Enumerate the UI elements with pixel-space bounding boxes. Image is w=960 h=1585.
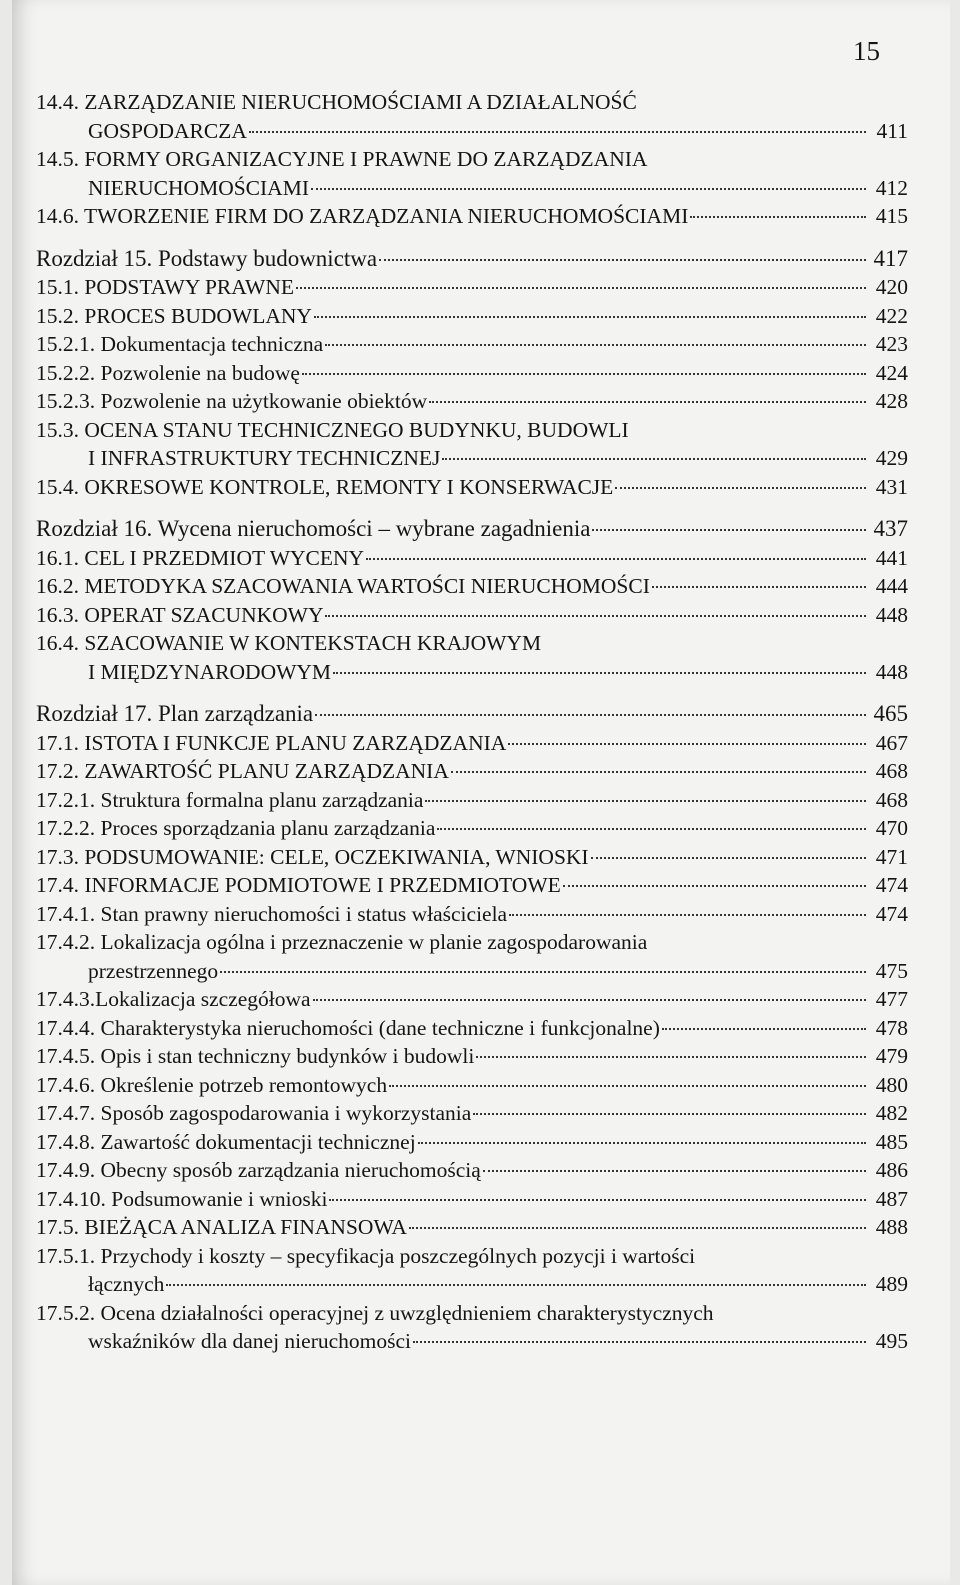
toc-entry: [36, 1042, 908, 1071]
toc-entry-title: 15.4. OKRESOWE KONTROLE, REMONTY I KONSERWACJE: [36, 474, 614, 499]
toc-entry-line: [36, 1156, 908, 1185]
toc-entry: [36, 273, 908, 302]
toc-entry-line: [36, 957, 908, 986]
toc-entry: [36, 202, 908, 231]
toc-entry-title: 17.4.1. Stan prawny nieruchomości i status właściciela: [36, 901, 508, 926]
toc-entry-page: 422: [875, 303, 908, 328]
toc-entry-page: 474: [875, 901, 908, 926]
toc-entry-line: [36, 174, 908, 203]
toc-entry-title: 17.5.2. Ocena działalności operacyjnej z uwzględnieniem charakterystycznych: [36, 1300, 714, 1325]
dot-leader: [389, 1085, 866, 1087]
dot-leader: [315, 714, 866, 716]
toc-entry-line: [36, 515, 908, 544]
dot-leader: [690, 216, 866, 218]
dot-leader: [314, 316, 866, 318]
toc-entry-line: [36, 387, 908, 416]
toc-entry-line: [36, 88, 908, 117]
toc-entry-title: 17.4.4. Charakterystyka nieruchomości (dane techniczne i funkcjonalne): [36, 1015, 660, 1040]
dot-leader: [442, 458, 866, 460]
toc-entry-line: [36, 1099, 908, 1128]
toc-entry-line: [36, 1042, 908, 1071]
toc-entry-title: 15.2.1. Dokumentacja techniczna: [36, 332, 324, 356]
toc-entry-line: [36, 444, 908, 473]
toc-entry: [36, 1242, 908, 1299]
toc-entry-title: 17.2.2. Proces sporządzania planu zarządzania: [36, 816, 436, 840]
dot-leader: [325, 615, 866, 617]
toc-entry-title: łącznych: [88, 1272, 165, 1296]
toc-entry-page: 448: [875, 602, 908, 627]
toc-entry-page: 485: [875, 1129, 908, 1154]
toc-entry-title: Rozdział 15. Podstawy budownictwa: [36, 245, 378, 271]
toc-entry-line: [36, 629, 908, 658]
toc-entry-title: 17.4.5. Opis i stan techniczny budynków i budowli: [36, 1044, 475, 1068]
toc-entry-line: [36, 814, 908, 843]
toc-entry-line: [36, 601, 908, 630]
toc-entry: [36, 985, 908, 1014]
toc-entry-line: [36, 117, 908, 146]
toc-entry: [36, 843, 908, 872]
toc-entry-line: [36, 1299, 908, 1328]
toc-entry-page: 428: [875, 389, 908, 413]
page-number: 15: [853, 36, 880, 66]
toc-entry: [36, 359, 908, 388]
toc-entry-page: 495: [875, 1329, 908, 1353]
toc-entry-line: [36, 729, 908, 758]
toc-entry-line: [36, 1213, 908, 1242]
toc-entry-title: 15.2.3. Pozwolenie na użytkowanie obiektów: [36, 389, 428, 413]
toc-entry: [36, 1185, 908, 1214]
toc-entry: [36, 145, 908, 202]
toc-entry-page: 489: [875, 1272, 908, 1296]
toc-entry-page: 431: [875, 474, 908, 499]
toc-entry: [36, 629, 908, 686]
toc-entry-page: 448: [875, 659, 908, 684]
dot-leader: [313, 999, 866, 1001]
dot-leader: [220, 971, 866, 973]
toc-entry-line: [36, 1327, 908, 1356]
toc-entry-line: [36, 145, 908, 174]
toc-entry-page: 471: [875, 844, 908, 869]
toc-entry: [36, 1099, 908, 1128]
dot-leader: [483, 1170, 866, 1172]
toc-entry-page: 429: [875, 446, 908, 470]
toc-entry: [36, 757, 908, 786]
toc-entry-line: [36, 416, 908, 445]
toc-entry-title: 17.4.2. Lokalizacja ogólna i przeznaczenie w planie zagospodarowania: [36, 930, 648, 954]
toc-entry-page: 423: [875, 332, 908, 356]
toc-entry-line: [36, 473, 908, 502]
toc-entry-title: 17.3. PODSUMOWANIE: CELE, OCZEKIWANIA, WNIOSKI: [36, 844, 589, 869]
toc-entry-title: 17.5. BIEŻĄCA ANALIZA FINANSOWA: [36, 1215, 407, 1239]
toc-entry-page: 444: [875, 574, 908, 598]
toc-entry-line: [36, 1242, 908, 1271]
dot-leader: [296, 287, 866, 289]
toc-entry-page: 480: [875, 1072, 908, 1097]
toc-entry: [36, 786, 908, 815]
dot-leader: [509, 914, 866, 916]
toc-entry-title: 17.4.3.Lokalizacja szczegółowa: [36, 987, 311, 1011]
toc-entry: [36, 729, 908, 758]
toc-entry: [36, 1156, 908, 1185]
toc-entry-page: 441: [875, 545, 908, 570]
dot-leader: [166, 1284, 866, 1286]
toc-entry-line: [36, 900, 908, 929]
toc-entry-line: [36, 1128, 908, 1157]
dot-leader: [425, 800, 866, 802]
toc-entry: [36, 928, 908, 985]
toc-entry-line: [36, 928, 908, 957]
toc-entry: [36, 871, 908, 900]
toc-entry-page: 411: [876, 118, 908, 143]
toc-entry-line: [36, 786, 908, 815]
toc-entry-line: [36, 985, 908, 1014]
toc-entry-page: 475: [875, 958, 908, 983]
dot-leader: [662, 1028, 866, 1030]
toc-entry: [36, 544, 908, 573]
toc-entry-page: 467: [875, 730, 908, 755]
toc-entry-title: wskaźników dla danej nieruchomości: [88, 1329, 412, 1353]
dot-leader: [413, 1341, 866, 1343]
toc-entry-title: 15.3. OCENA STANU TECHNICZNEGO BUDYNKU, BUDOWLI: [36, 417, 629, 442]
toc-entry-line: [36, 757, 908, 786]
toc-entry-title: 14.4. ZARZĄDZANIE NIERUCHOMOŚCIAMI A DZIAŁALNOŚĆ: [36, 90, 637, 114]
toc-entry-line: [36, 302, 908, 331]
toc-entry-title: 15.2.2. Pozwolenie na budowę: [36, 360, 300, 385]
dot-leader: [325, 344, 866, 346]
toc-entry-page: 486: [875, 1158, 908, 1182]
toc-entry-title: przestrzennego: [88, 958, 219, 983]
toc-entry-page: 468: [875, 759, 908, 783]
toc-entry-title: 16.3. OPERAT SZACUNKOWY: [36, 602, 324, 627]
toc-entry-title: NIERUCHOMOŚCIAMI: [88, 175, 309, 200]
toc-entry-line: [36, 658, 908, 687]
toc-entry-line: [36, 1071, 908, 1100]
toc-entry-page: 488: [875, 1215, 908, 1239]
dot-leader: [249, 131, 866, 133]
toc-entry: [36, 1213, 908, 1242]
toc-entry-title: 15.1. PODSTAWY PRAWNE: [36, 275, 295, 299]
dot-leader: [418, 1142, 866, 1144]
toc-entry: [36, 88, 908, 145]
toc-entry: [36, 1014, 908, 1043]
dot-leader: [379, 259, 866, 261]
toc-entry-title: 17.1. ISTOTA I FUNKCJE PLANU ZARZĄDZANIA: [36, 730, 507, 755]
dot-leader: [329, 1199, 866, 1201]
dot-leader: [508, 743, 866, 745]
dot-leader: [366, 558, 866, 560]
toc-entry-page: 415: [875, 204, 908, 228]
toc-entry-line: [36, 245, 908, 274]
dot-leader: [592, 529, 866, 531]
dot-leader: [429, 401, 866, 403]
toc-entry-title: 17.4.9. Obecny sposób zarządzania nieruchomością: [36, 1158, 481, 1182]
toc-entry: [36, 601, 908, 630]
toc-entry: [36, 814, 908, 843]
toc-entry-line: [36, 572, 908, 601]
toc-entry: [36, 330, 908, 359]
toc-entry-page: 412: [875, 175, 908, 200]
toc-entry-line: [36, 871, 908, 900]
toc-entry-title: 17.4.8. Zawartość dokumentacji technicznej: [36, 1129, 416, 1154]
table-of-contents: [36, 88, 908, 1356]
toc-entry-line: [36, 700, 908, 729]
toc-entry-page: 470: [875, 816, 908, 840]
toc-entry-line: [36, 1014, 908, 1043]
toc-entry: [36, 416, 908, 473]
toc-entry-page: 479: [875, 1044, 908, 1068]
toc-entry: [36, 1071, 908, 1100]
dot-leader: [311, 188, 866, 190]
toc-entry: [36, 1128, 908, 1157]
dot-leader: [302, 373, 866, 375]
toc-entry-line: [36, 202, 908, 231]
dot-leader: [615, 487, 866, 489]
toc-entry-title: I MIĘDZYNARODOWYM: [88, 659, 332, 684]
dot-leader: [476, 1056, 866, 1058]
toc-entry-page: 420: [875, 275, 908, 299]
toc-entry-title: 17.4.10. Podsumowanie i wnioski: [36, 1186, 328, 1211]
toc-entry-title: 17.2. ZAWARTOŚĆ PLANU ZARZĄDZANIA: [36, 759, 449, 783]
toc-entry-page: 424: [875, 360, 908, 385]
dot-leader: [333, 672, 866, 674]
toc-entry-page: 478: [875, 1015, 908, 1040]
toc-entry: [36, 302, 908, 331]
toc-entry-line: [36, 544, 908, 573]
toc-entry-page: 437: [873, 516, 908, 541]
dot-leader: [652, 586, 866, 588]
toc-entry: [36, 900, 908, 929]
toc-entry-page: 468: [875, 787, 908, 812]
toc-entry-title: 17.2.1. Struktura formalna planu zarządzania: [36, 787, 424, 812]
toc-chapter-entry: [36, 245, 908, 274]
toc-chapter-entry: [36, 700, 908, 729]
toc-entry-title: 17.4. INFORMACJE PODMIOTOWE I PRZEDMIOTOWE: [36, 873, 561, 897]
toc-entry: [36, 1299, 908, 1356]
toc-entry-page: 417: [873, 245, 908, 271]
dot-leader: [591, 857, 866, 859]
toc-entry: [36, 387, 908, 416]
toc-entry-page: 477: [875, 987, 908, 1011]
toc-entry-title: 14.6. TWORZENIE FIRM DO ZARZĄDZANIA NIERUCHOMOŚCIAMI: [36, 204, 689, 228]
toc-entry-page: 465: [873, 701, 908, 726]
toc-entry-line: [36, 843, 908, 872]
toc-entry-title: 14.5. FORMY ORGANIZACYJNE I PRAWNE DO ZARZĄDZANIA: [36, 147, 648, 171]
toc-entry-title: 17.4.6. Określenie potrzeb remontowych: [36, 1072, 388, 1097]
toc-entry-line: [36, 359, 908, 388]
book-page: [12, 0, 950, 1585]
toc-entry-line: [36, 273, 908, 302]
toc-entry-title: GOSPODARCZA: [88, 118, 247, 143]
toc-entry-page: 487: [875, 1186, 908, 1211]
toc-entry-title: Rozdział 16. Wycena nieruchomości – wybrane zagadnienia: [36, 516, 591, 541]
toc-entry-title: 16.2. METODYKA SZACOWANIA WARTOŚCI NIERUCHOMOŚCI: [36, 574, 650, 598]
toc-entry-page: 474: [875, 873, 908, 897]
toc-entry: [36, 473, 908, 502]
toc-entry-title: 17.4.7. Sposób zagospodarowania i wykorzystania: [36, 1101, 472, 1125]
toc-entry-title: 17.5.1. Przychody i koszty – specyfikacja poszczególnych pozycji i wartości: [36, 1243, 696, 1268]
dot-leader: [451, 771, 866, 773]
toc-entry-title: 16.1. CEL I PRZEDMIOT WYCENY: [36, 545, 365, 570]
toc-entry-title: I INFRASTRUKTURY TECHNICZNEJ: [88, 446, 441, 470]
toc-chapter-entry: [36, 515, 908, 544]
toc-entry-page: 482: [875, 1101, 908, 1125]
dot-leader: [437, 828, 866, 830]
toc-entry-title: 16.4. SZACOWANIE W KONTEKSTACH KRAJOWYM: [36, 631, 542, 655]
toc-entry-title: 15.2. PROCES BUDOWLANY: [36, 303, 312, 328]
dot-leader: [473, 1113, 866, 1115]
toc-entry-line: [36, 1185, 908, 1214]
dot-leader: [563, 885, 866, 887]
toc-entry: [36, 572, 908, 601]
toc-entry-title: Rozdział 17. Plan zarządzania: [36, 701, 314, 726]
toc-entry-line: [36, 1270, 908, 1299]
dot-leader: [409, 1227, 866, 1229]
toc-entry-line: [36, 330, 908, 359]
